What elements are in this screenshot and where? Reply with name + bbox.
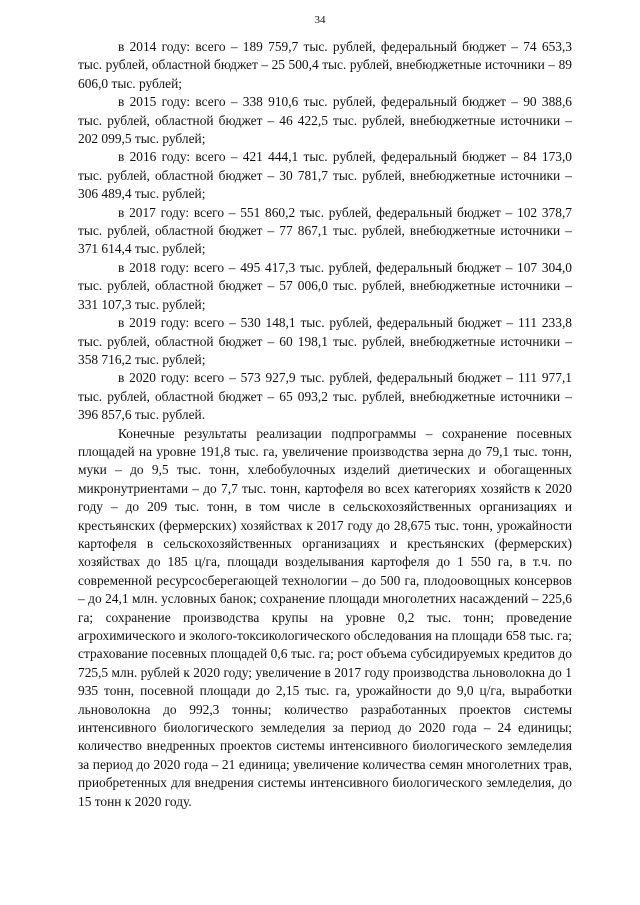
funding-paragraph-2019: в 2019 году: всего – 530 148,1 тыс. рублей, федеральный бюджет – 111 233,8 тыс. рублей, областной бюджет – 60 198,1 тыс. рублей, внебюджетные источники – 358 716,2 тыс. рублей;: [78, 315, 572, 367]
results-paragraph: Конечные результаты реализации подпрограммы – сохранение посевных площадей на уровне 191,8 тыс. га, увеличение производства зерна до 79,1 тыс. тонн, муки – до 9,5 тыс. тонн, хлебобулочных изделий диетических и обогащенных микронутриентами – до 7,7 тыс. тонн, картофеля во всех категориях хозяйств к 2020 году – до 209 тыс. тонн, в том числе в сельскохозяйственных организациях и крестьянских (фермерских) хозяйствах к 2017 году до 28,675 тыс. тонн, урожайности картофеля в сельскохозяйственных организациях и крестьянских (фермерских) хозяйствах до 185 ц/га, площади возделывания картофеля до 1 550 га, в т.ч. по современной ресурсосберегающей технологии – до 500 га, плодоовощных консервов – до 24,1 млн. условных банок; сохранение площади многолетних насаждений – 225,6 га; сохранение производства крупы на уровне 0,2 тыс. тонн; проведение агрохимического и эколого-токсикологического обследования на площади 658 тыс. га; страхование посевных площадей 0,6 тыс. га; рост объема субсидируемых кредитов до 725,5 млн. рублей к 2020 году; увеличение в 2017 году производства льноволокна до 1 935 тонн, посевной площади до 2,15 тыс. га, урожайности до 9,0 ц/га, выработки льноволокна до 992,3 тонны; количество разработанных проектов системы интенсивного биологического земледелия за период до 2020 года – 24 единицы; количество внедренных проектов системы интенсивного биологического земледелия за период до 2020 года – 21 единица; увеличение количества семян многолетних трав, приобретенных для внедрения системы интенсивного биологического земледелия, до 15 тонн к 2020 году.: [78, 425, 572, 809]
funding-paragraph-2017: в 2017 году: всего – 551 860,2 тыс. рублей, федеральный бюджет – 102 378,7 тыс. рублей, областной бюджет – 77 867,1 тыс. рублей, внебюджетные источники – 371 614,4 тыс. рублей;: [78, 204, 572, 257]
funding-paragraph-2015: в 2015 году: всего – 338 910,6 тыс. рублей, федеральный бюджет – 90 388,6 тыс. рублей, областной бюджет – 46 422,5 тыс. рублей, внебюджетные источники – 202 099,5 тыс. рублей;: [78, 94, 572, 147]
page-number: 34: [314, 14, 326, 26]
funding-paragraph-2016: в 2016 году: всего – 421 444,1 тыс. рублей, федеральный бюджет – 84 173,0 тыс. рублей, областной бюджет – 30 781,7 тыс. рублей, внебюджетные источники – 306 489,4 тыс. рублей;: [78, 149, 572, 202]
funding-paragraph-2018: в 2018 году: всего – 495 417,3 тыс. рублей, федеральный бюджет – 107 304,0 тыс. рублей, областной бюджет – 57 006,0 тыс. рублей, внебюджетные источники – 331 107,3 тыс. рублей;: [78, 259, 572, 312]
document-body: [78, 38, 572, 811]
funding-paragraph-2020: в 2020 году: всего – 573 927,9 тыс. рублей, федеральный бюджет – 111 977,1 тыс. рублей, областной бюджет – 65 093,2 тыс. рублей, внебюджетные источники – 396 857,6 тыс. рублей.: [78, 370, 572, 423]
funding-paragraph-2014: в 2014 году: всего – 189 759,7 тыс. рублей, федеральный бюджет – 74 653,3 тыс. рублей, областной бюджет – 25 500,4 тыс. рублей, внебюджетные источники – 89 606,0 тыс. рублей;: [78, 39, 572, 91]
